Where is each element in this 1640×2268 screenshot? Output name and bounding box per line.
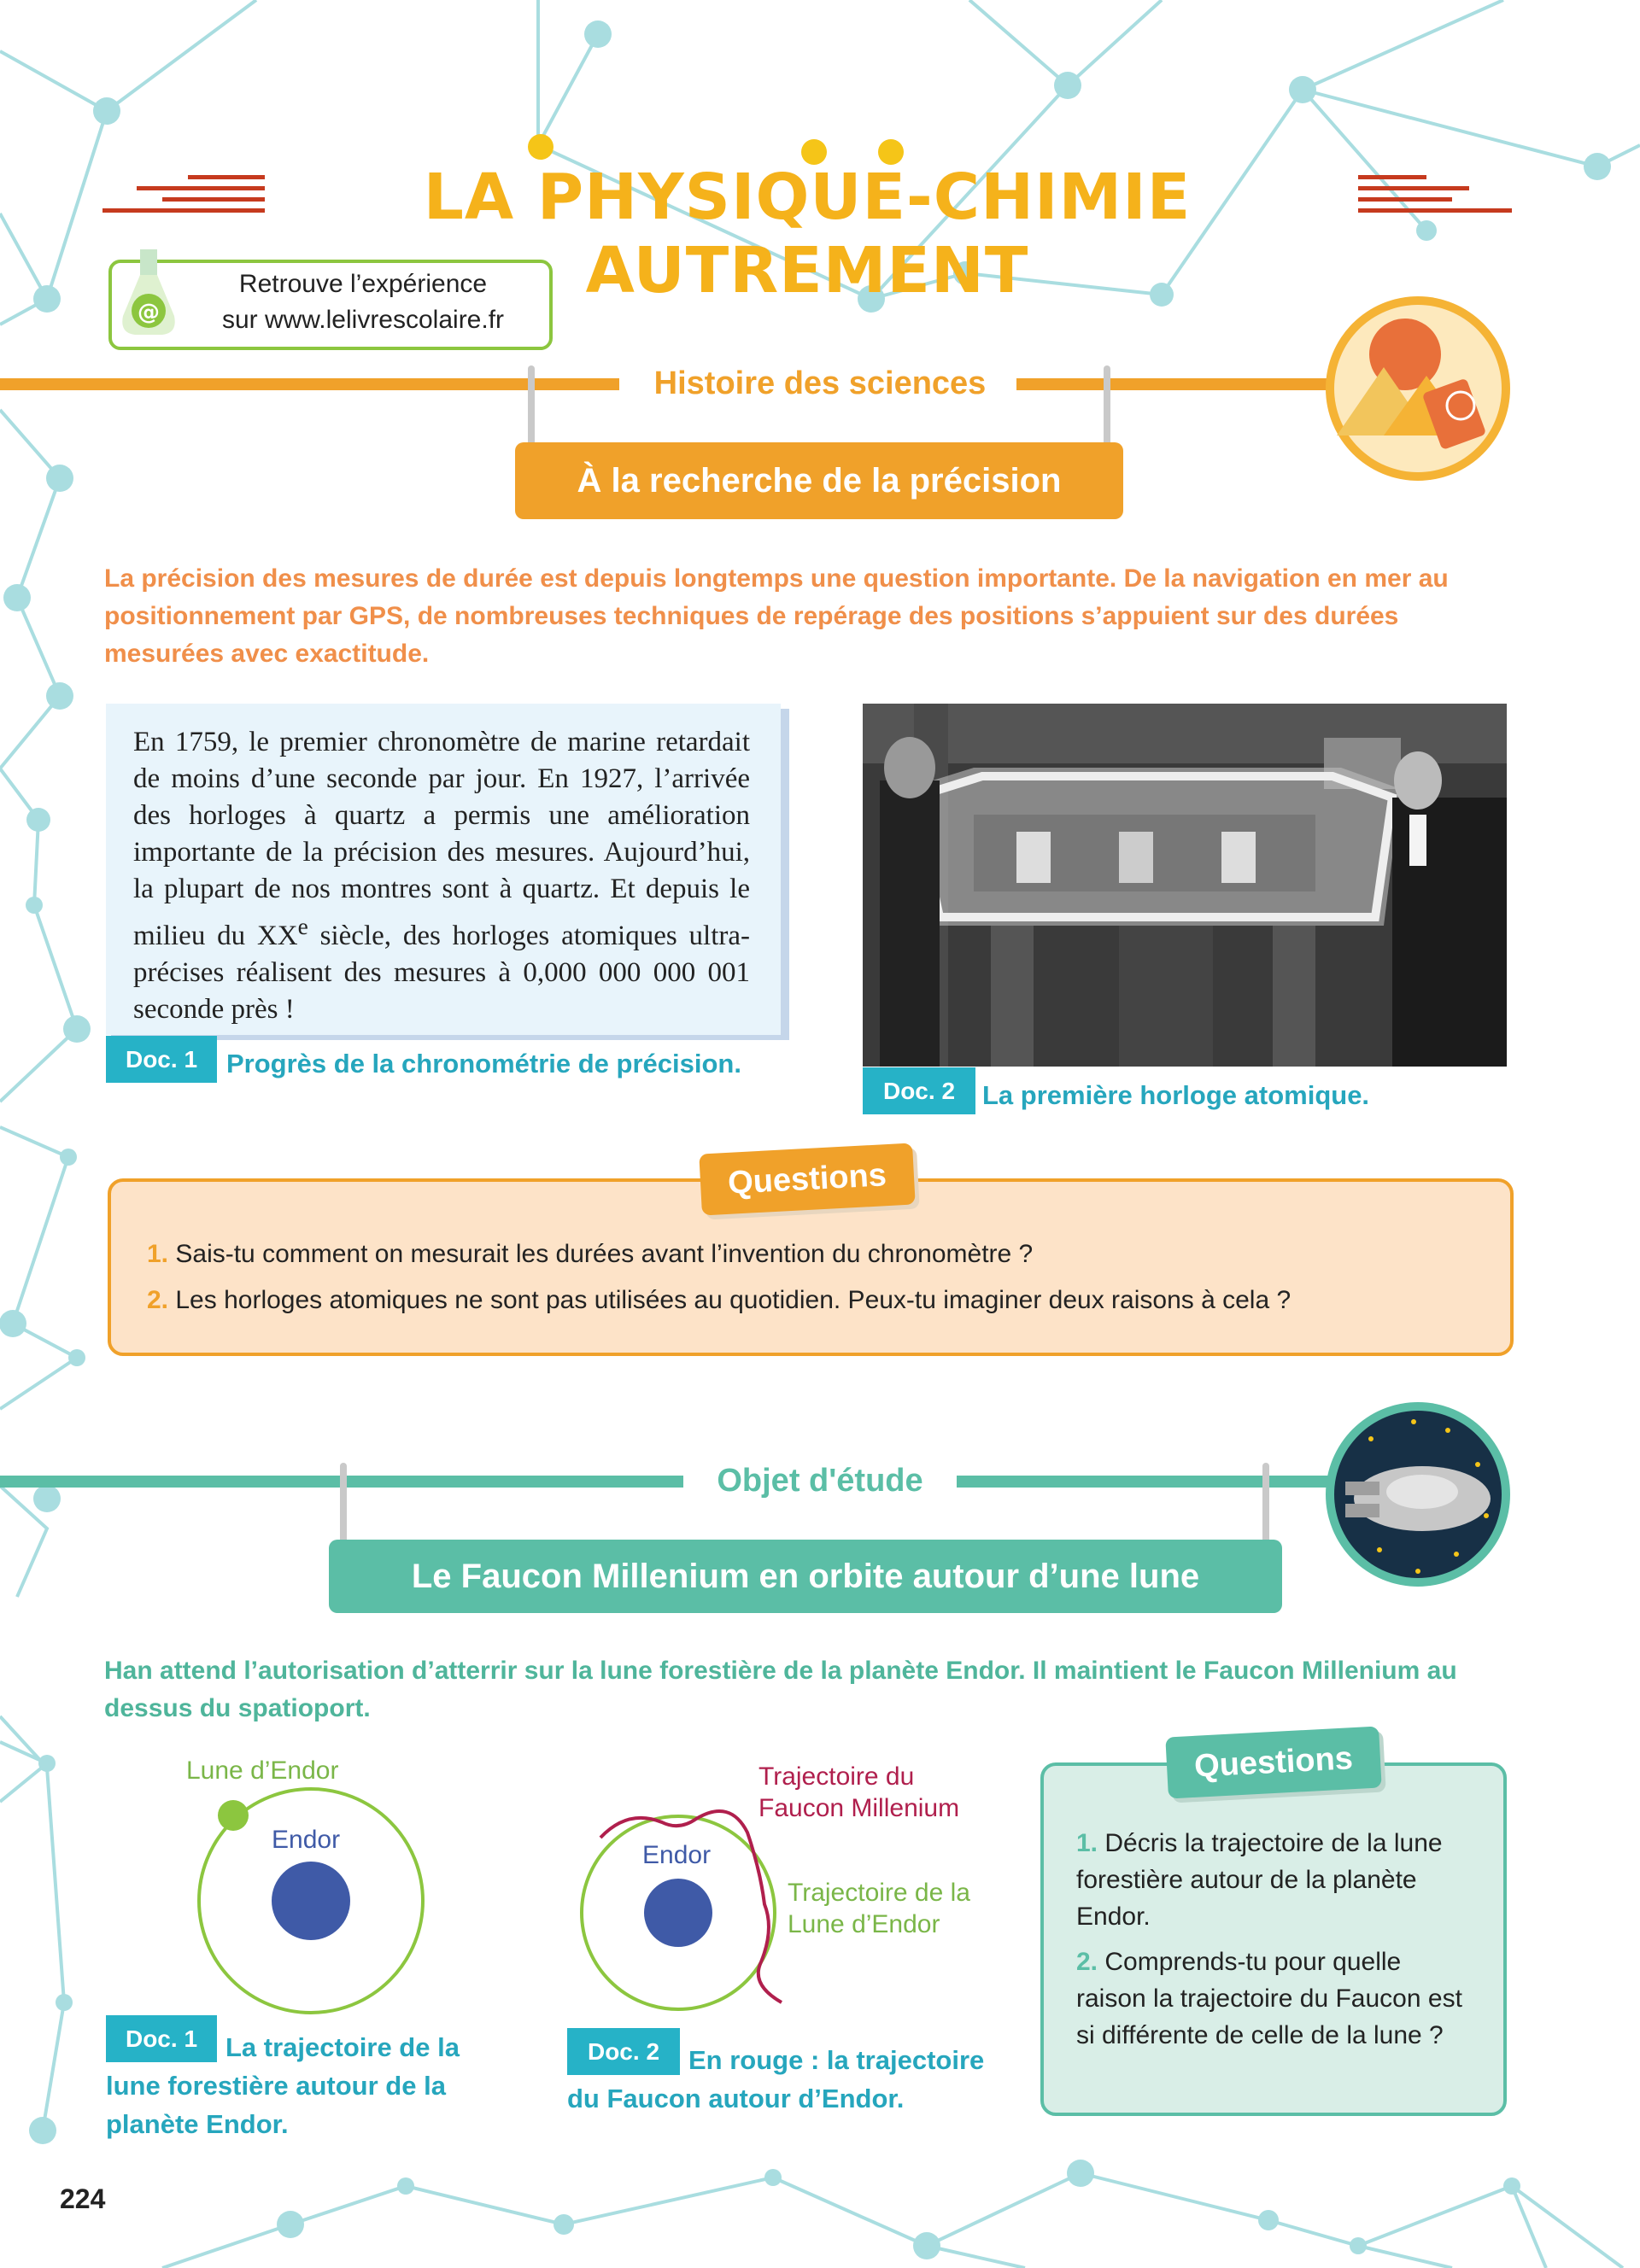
diagram-moon-orbit xyxy=(171,1751,444,2015)
section1-rule-right xyxy=(1016,378,1332,390)
diagram2-moon-label: Trajectoire de la Lune d’Endor xyxy=(788,1879,970,1938)
diagram2-falcon-label: Trajectoire du Faucon Millenium xyxy=(758,1762,960,1822)
doc2-caption: La première horloge atomique. xyxy=(982,1080,1370,1110)
diagram-falcon-trajectory xyxy=(577,1802,799,2015)
section1-label: Histoire des sciences xyxy=(653,365,987,401)
questions-box-2 xyxy=(1040,1762,1507,2116)
diagram1-caption: La trajectoire de la lune forestière autour de la planète Endor. xyxy=(106,2032,460,2139)
atomic-clock-photo xyxy=(863,704,1507,1067)
section1-banner: À la recherche de la précision xyxy=(515,442,1123,519)
section2-banner: Le Faucon Millenium en orbite autour d’une lune xyxy=(329,1540,1282,1613)
spaceship-icon xyxy=(1320,1396,1516,1593)
question-1-1: 1. Sais-tu comment on mesurait les durées avant l’invention du chronomètre ? xyxy=(147,1240,1034,1268)
section2-rule-right xyxy=(957,1476,1332,1488)
page-number: 224 xyxy=(60,2183,106,2214)
question-2-1: 1. Décris la trajectoire de la lune forestière autour de la planète Endor. xyxy=(1076,1829,1443,1931)
diagram1-tag: Doc. 1 xyxy=(106,2015,217,2062)
doc1-text: En 1759, le premier chronomètre de marine retardait de moins d’une seconde par jour. En 1927, l’arrivée des horloges à quartz a permis une amélioration importante de la précision des mesures. Aujourd’hui, la plupart de nos montres sont à quartz. Et depuis le milieu du XXe siècle, des horloges atomiques ultra-précises réalisent des mesures à 0,000 000 000 001 seconde près ! xyxy=(106,704,781,1035)
svg-text:@: @ xyxy=(138,300,160,325)
questions-tab-2: Questions xyxy=(1165,1727,1381,1799)
web-link-line1: Retrouve l’expérience xyxy=(238,270,488,298)
section2-intro: Han attend l’autorisation d’atterrir sur la lune forestière de la planète Endor. Il maintient le Faucon Millenium au dessus du spatioport. xyxy=(104,1657,1457,1722)
section1-rule-left xyxy=(0,378,619,390)
questions-tab-1: Questions xyxy=(699,1143,915,1216)
diagram2-caption: En rouge : la trajectoire du Faucon autour d’Endor. xyxy=(567,2045,985,2113)
doc1-tag: Doc. 1 xyxy=(106,1036,217,1083)
diagram2-planet-label: Endor xyxy=(642,1841,712,1869)
section1-intro: La précision des mesures de durée est depuis longtemps une question importante. De la navigation en mer au positionnement par GPS, de nombreuses techniques de repérage des positions s’appuient sur des durées mesurées avec exactitude. xyxy=(104,564,1449,668)
web-link-url[interactable]: sur www.lelivrescolaire.fr xyxy=(221,306,505,334)
flask-at-icon xyxy=(118,246,179,340)
pyramids-book-icon xyxy=(1320,290,1516,487)
question-2-2: 2. Comprends-tu pour quelle raison la trajectoire du Faucon est si différente de celle de la lune ? xyxy=(1076,1948,1462,2049)
diagram1-moon-label: Lune d’Endor xyxy=(186,1757,339,1785)
doc2-tag: Doc. 2 xyxy=(863,1067,975,1114)
section2-label: Objet d'étude xyxy=(717,1463,923,1499)
diagram1-planet-label: Endor xyxy=(272,1826,341,1854)
page-title: LA PHYSIQUE-CHIMIE AUTREMENT xyxy=(423,161,1192,307)
doc1-caption: Progrès de la chronométrie de précision. xyxy=(226,1049,741,1078)
question-1-2: 2. Les horloges atomiques ne sont pas utilisées au quotidien. Peux-tu imaginer deux raisons à cela ? xyxy=(147,1286,1292,1314)
diagram2-tag: Doc. 2 xyxy=(567,2028,680,2075)
